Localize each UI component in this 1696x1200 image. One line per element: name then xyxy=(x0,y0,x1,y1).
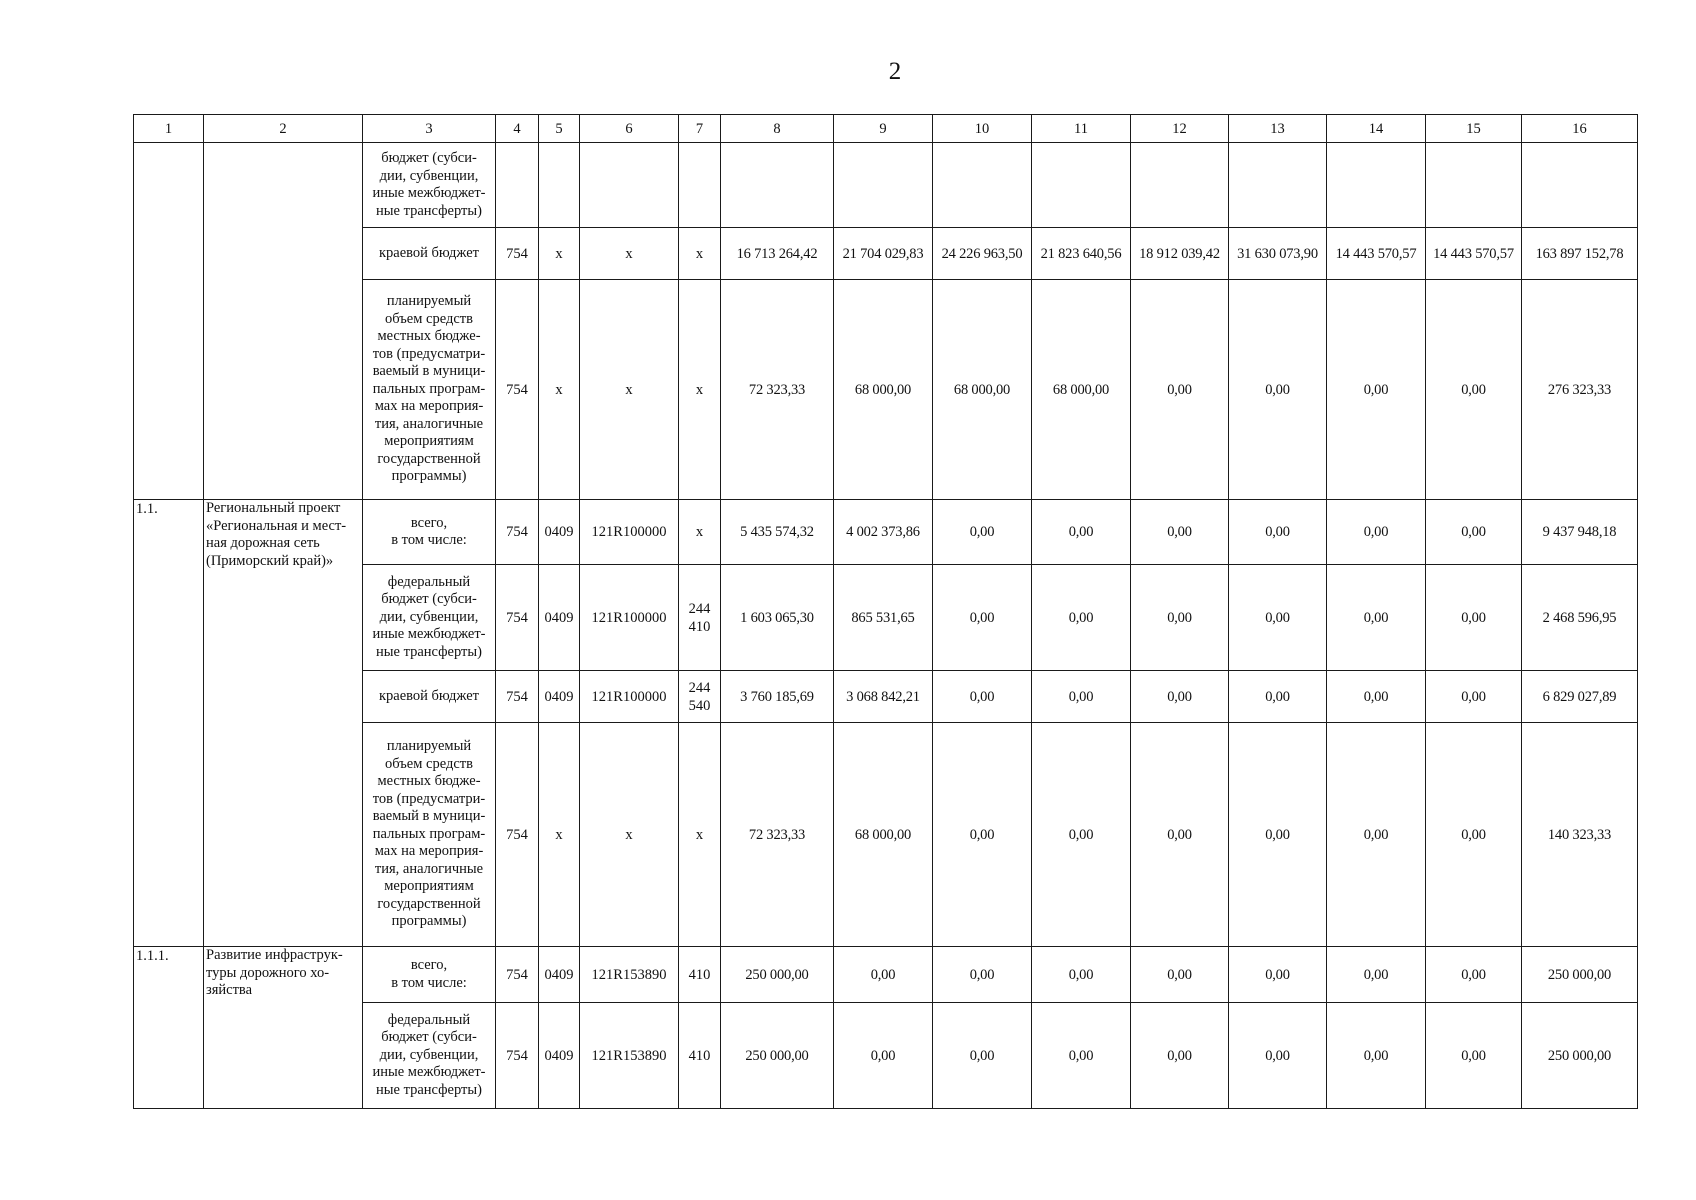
text-line: планируемый xyxy=(386,738,472,755)
amount-col-16: 250 000,00 xyxy=(1522,947,1638,1003)
amount-col-15: 0,00 xyxy=(1426,565,1522,671)
amount-col-13: 31 630 073,90 xyxy=(1229,228,1327,280)
target-article-code: 121R153890 xyxy=(580,947,679,1003)
funding-source xyxy=(363,143,496,228)
amount-col-14: 0,00 xyxy=(1327,723,1426,947)
amount-col-14: 0,00 xyxy=(1327,500,1426,565)
amount-col-13: 0,00 xyxy=(1229,671,1327,723)
funding-source xyxy=(363,1003,496,1109)
table-row xyxy=(134,143,1638,228)
amount-col-12: 0,00 xyxy=(1131,280,1229,500)
grbs-code: 754 xyxy=(496,1003,539,1109)
funding-source xyxy=(363,671,496,723)
grbs-code: 754 xyxy=(496,280,539,500)
amount-col-13: 0,00 xyxy=(1229,947,1327,1003)
text-line: 244 xyxy=(688,679,711,696)
text-line: «Региональная и мест- xyxy=(206,517,347,534)
budget-table xyxy=(133,114,1638,1109)
amount-col-14: 0,00 xyxy=(1327,671,1426,723)
text-line: программы) xyxy=(391,913,467,930)
amount-col-8: 250 000,00 xyxy=(721,947,834,1003)
amount-col-12: 0,00 xyxy=(1131,723,1229,947)
text-line: программы) xyxy=(391,468,467,485)
amount-col-15: 0,00 xyxy=(1426,1003,1522,1109)
column-number-row xyxy=(134,115,1638,143)
amount-col-12 xyxy=(1131,143,1229,228)
amount-col-11: 0,00 xyxy=(1032,500,1131,565)
amount-col-8: 16 713 264,42 xyxy=(721,228,834,280)
amount-col-15: 0,00 xyxy=(1426,947,1522,1003)
amount-col-8: 5 435 574,32 xyxy=(721,500,834,565)
amount-col-11: 0,00 xyxy=(1032,947,1131,1003)
amount-col-9: 4 002 373,86 xyxy=(834,500,933,565)
column-number-7: 7 xyxy=(679,115,721,143)
text-line: федеральный xyxy=(387,1011,471,1028)
funding-source xyxy=(363,280,496,500)
text-line: государственной xyxy=(377,450,481,467)
text-line: х xyxy=(695,826,704,843)
text-line: государственной xyxy=(377,895,481,912)
item-code: 1.1. xyxy=(134,500,204,947)
funding-source xyxy=(363,947,496,1003)
text-line: тов (предусматри- xyxy=(372,790,486,807)
amount-col-11: 0,00 xyxy=(1032,565,1131,671)
text-line: (Приморский край)» xyxy=(206,552,334,569)
amount-col-15: 0,00 xyxy=(1426,280,1522,500)
amount-col-15: 14 443 570,57 xyxy=(1426,228,1522,280)
text-line: иные межбюджет- xyxy=(372,1064,486,1081)
column-number-8: 8 xyxy=(721,115,834,143)
expense-type-code xyxy=(679,500,721,565)
amount-col-12: 0,00 xyxy=(1131,671,1229,723)
section-code: 0409 xyxy=(539,500,580,565)
text-line: пальных програм- xyxy=(372,380,486,397)
target-article-code: 121R100000 xyxy=(580,671,679,723)
text-line: ные трансферты) xyxy=(376,643,482,660)
grbs-code: 754 xyxy=(496,723,539,947)
column-number-4: 4 xyxy=(496,115,539,143)
amount-col-11: 68 000,00 xyxy=(1032,280,1131,500)
target-article-code: 121R153890 xyxy=(580,1003,679,1109)
column-number-10: 10 xyxy=(933,115,1032,143)
text-line: туры дорожного хо- xyxy=(206,964,330,981)
text-line: мах на мероприя- xyxy=(374,843,484,860)
text-line: 410 xyxy=(688,1047,711,1064)
amount-col-11: 21 823 640,56 xyxy=(1032,228,1131,280)
text-line: пальных програм- xyxy=(372,825,486,842)
amount-col-11: 0,00 xyxy=(1032,671,1131,723)
item-name xyxy=(204,500,363,947)
funding-source xyxy=(363,228,496,280)
column-number-9: 9 xyxy=(834,115,933,143)
amount-col-16: 140 323,33 xyxy=(1522,723,1638,947)
text-line: х xyxy=(695,245,704,262)
section-code: х xyxy=(539,280,580,500)
column-number-14: 14 xyxy=(1327,115,1426,143)
target-article-code: 121R100000 xyxy=(580,565,679,671)
amount-col-8: 250 000,00 xyxy=(721,1003,834,1109)
section-code: 0409 xyxy=(539,671,580,723)
text-line: тия, аналогичные xyxy=(374,415,484,432)
target-article-code: х xyxy=(580,228,679,280)
amount-col-16: 250 000,00 xyxy=(1522,1003,1638,1109)
amount-col-9: 68 000,00 xyxy=(834,723,933,947)
text-line: тов (предусматри- xyxy=(372,345,486,362)
amount-col-9: 0,00 xyxy=(834,1003,933,1109)
amount-col-15: 0,00 xyxy=(1426,723,1522,947)
amount-col-16: 163 897 152,78 xyxy=(1522,228,1638,280)
section-code: 0409 xyxy=(539,1003,580,1109)
section-code: 0409 xyxy=(539,565,580,671)
section-code xyxy=(539,143,580,228)
text-line: дии, субвенции, xyxy=(379,608,479,625)
amount-col-14: 0,00 xyxy=(1327,280,1426,500)
amount-col-9: 865 531,65 xyxy=(834,565,933,671)
amount-col-13: 0,00 xyxy=(1229,1003,1327,1109)
text-line: объем средств xyxy=(385,310,473,327)
column-number-2: 2 xyxy=(204,115,363,143)
amount-col-13: 0,00 xyxy=(1229,565,1327,671)
column-number-11: 11 xyxy=(1032,115,1131,143)
text-line: дии, субвенции, xyxy=(379,167,479,184)
text-line: иные межбюджет- xyxy=(372,626,486,643)
target-article-code: 121R100000 xyxy=(580,500,679,565)
page-number: 2 xyxy=(888,58,902,85)
section-code: х xyxy=(539,228,580,280)
amount-col-16: 276 323,33 xyxy=(1522,280,1638,500)
amount-col-14: 14 443 570,57 xyxy=(1327,228,1426,280)
grbs-code: 754 xyxy=(496,947,539,1003)
text-line: Развитие инфраструк- xyxy=(206,947,343,963)
amount-col-12: 0,00 xyxy=(1131,947,1229,1003)
text-line: местных бюдже- xyxy=(377,773,481,790)
grbs-code: 754 xyxy=(496,228,539,280)
grbs-code: 754 xyxy=(496,500,539,565)
table-row xyxy=(134,500,1638,565)
amount-col-16: 2 468 596,95 xyxy=(1522,565,1638,671)
target-article-code: х xyxy=(580,723,679,947)
text-line: ная дорожная сеть xyxy=(206,535,320,551)
amount-col-10: 0,00 xyxy=(933,500,1032,565)
text-line: ваемый в муници- xyxy=(372,808,486,825)
section-code: х xyxy=(539,723,580,947)
text-line: мах на мероприя- xyxy=(374,398,484,415)
text-line: краевой бюджет xyxy=(379,687,479,704)
text-line: планируемый xyxy=(386,293,472,310)
text-line: ные трансферты) xyxy=(376,202,482,219)
text-line: 244 xyxy=(688,600,711,617)
amount-col-9: 3 068 842,21 xyxy=(834,671,933,723)
funding-source xyxy=(363,500,496,565)
text-line: местных бюдже- xyxy=(377,328,481,345)
column-number-15: 15 xyxy=(1426,115,1522,143)
amount-col-14: 0,00 xyxy=(1327,565,1426,671)
amount-col-13 xyxy=(1229,143,1327,228)
amount-col-10 xyxy=(933,143,1032,228)
amount-col-10: 0,00 xyxy=(933,671,1032,723)
text-line: иные межбюджет- xyxy=(372,185,486,201)
expense-type-code xyxy=(679,947,721,1003)
funding-source xyxy=(363,723,496,947)
expense-type-code xyxy=(679,565,721,671)
item-name xyxy=(204,947,363,1109)
amount-col-10: 0,00 xyxy=(933,723,1032,947)
amount-col-11: 0,00 xyxy=(1032,1003,1131,1109)
item-name xyxy=(204,143,363,500)
amount-col-10: 24 226 963,50 xyxy=(933,228,1032,280)
amount-col-16 xyxy=(1522,143,1638,228)
amount-col-14 xyxy=(1327,143,1426,228)
amount-col-8 xyxy=(721,143,834,228)
expense-type-code xyxy=(679,1003,721,1109)
text-line: 410 xyxy=(688,618,711,635)
amount-col-9: 0,00 xyxy=(834,947,933,1003)
amount-col-11 xyxy=(1032,143,1131,228)
amount-col-15 xyxy=(1426,143,1522,228)
amount-col-12: 0,00 xyxy=(1131,1003,1229,1109)
text-line: 410 xyxy=(688,966,711,983)
expense-type-code xyxy=(679,228,721,280)
grbs-code xyxy=(496,143,539,228)
target-article-code: х xyxy=(580,280,679,500)
text-line: ваемый в муници- xyxy=(372,363,486,380)
expense-type-code xyxy=(679,143,721,228)
amount-col-14: 0,00 xyxy=(1327,947,1426,1003)
column-number-12: 12 xyxy=(1131,115,1229,143)
amount-col-9 xyxy=(834,143,933,228)
amount-col-9: 68 000,00 xyxy=(834,280,933,500)
amount-col-15: 0,00 xyxy=(1426,500,1522,565)
amount-col-10: 0,00 xyxy=(933,565,1032,671)
amount-col-14: 0,00 xyxy=(1327,1003,1426,1109)
amount-col-12: 0,00 xyxy=(1131,500,1229,565)
table-row xyxy=(134,947,1638,1003)
text-line: дии, субвенции, xyxy=(379,1046,479,1063)
amount-col-13: 0,00 xyxy=(1229,500,1327,565)
text-line: зяйства xyxy=(206,982,253,998)
amount-col-8: 72 323,33 xyxy=(721,723,834,947)
amount-col-12: 0,00 xyxy=(1131,565,1229,671)
amount-col-15: 0,00 xyxy=(1426,671,1522,723)
text-line: в том числе: xyxy=(391,974,467,991)
amount-col-10: 0,00 xyxy=(933,947,1032,1003)
text-line: всего, xyxy=(410,957,448,973)
amount-col-9: 21 704 029,83 xyxy=(834,228,933,280)
column-number-1: 1 xyxy=(134,115,204,143)
text-line: бюджет (субси- xyxy=(381,1029,477,1046)
text-line: всего, xyxy=(410,514,448,531)
text-line: федеральный xyxy=(387,573,471,590)
amount-col-12: 18 912 039,42 xyxy=(1131,228,1229,280)
target-article-code xyxy=(580,143,679,228)
amount-col-16: 6 829 027,89 xyxy=(1522,671,1638,723)
text-line: тия, аналогичные xyxy=(374,860,484,877)
amount-col-16: 9 437 948,18 xyxy=(1522,500,1638,565)
item-code: 1.1.1. xyxy=(134,947,204,1109)
amount-col-13: 0,00 xyxy=(1229,723,1327,947)
amount-col-10: 68 000,00 xyxy=(933,280,1032,500)
funding-source xyxy=(363,565,496,671)
text-line: мероприятиям xyxy=(384,878,474,895)
amount-col-8: 3 760 185,69 xyxy=(721,671,834,723)
expense-type-code xyxy=(679,723,721,947)
amount-col-13: 0,00 xyxy=(1229,280,1327,500)
column-number-6: 6 xyxy=(580,115,679,143)
column-number-16: 16 xyxy=(1522,115,1638,143)
amount-col-8: 72 323,33 xyxy=(721,280,834,500)
amount-col-11: 0,00 xyxy=(1032,723,1131,947)
expense-type-code xyxy=(679,671,721,723)
grbs-code: 754 xyxy=(496,565,539,671)
column-number-5: 5 xyxy=(539,115,580,143)
amount-col-8: 1 603 065,30 xyxy=(721,565,834,671)
text-line: в том числе: xyxy=(391,532,467,548)
column-number-3: 3 xyxy=(363,115,496,143)
expense-type-code xyxy=(679,280,721,500)
text-line: мероприятиям xyxy=(384,433,474,450)
text-line: краевой бюджет xyxy=(379,244,479,261)
text-line: 540 xyxy=(688,697,711,714)
text-line: х xyxy=(695,381,704,398)
column-number-13: 13 xyxy=(1229,115,1327,143)
text-line: х xyxy=(695,524,704,540)
text-line: бюджет (субси- xyxy=(381,591,477,608)
text-line: бюджет (субси- xyxy=(381,150,477,166)
grbs-code: 754 xyxy=(496,671,539,723)
table-body xyxy=(134,143,1638,1109)
text-line: ные трансферты) xyxy=(376,1081,482,1098)
text-line: объем средств xyxy=(385,755,473,772)
text-line: Региональный проект xyxy=(206,500,341,516)
item-code xyxy=(134,143,204,500)
amount-col-10: 0,00 xyxy=(933,1003,1032,1109)
section-code: 0409 xyxy=(539,947,580,1003)
